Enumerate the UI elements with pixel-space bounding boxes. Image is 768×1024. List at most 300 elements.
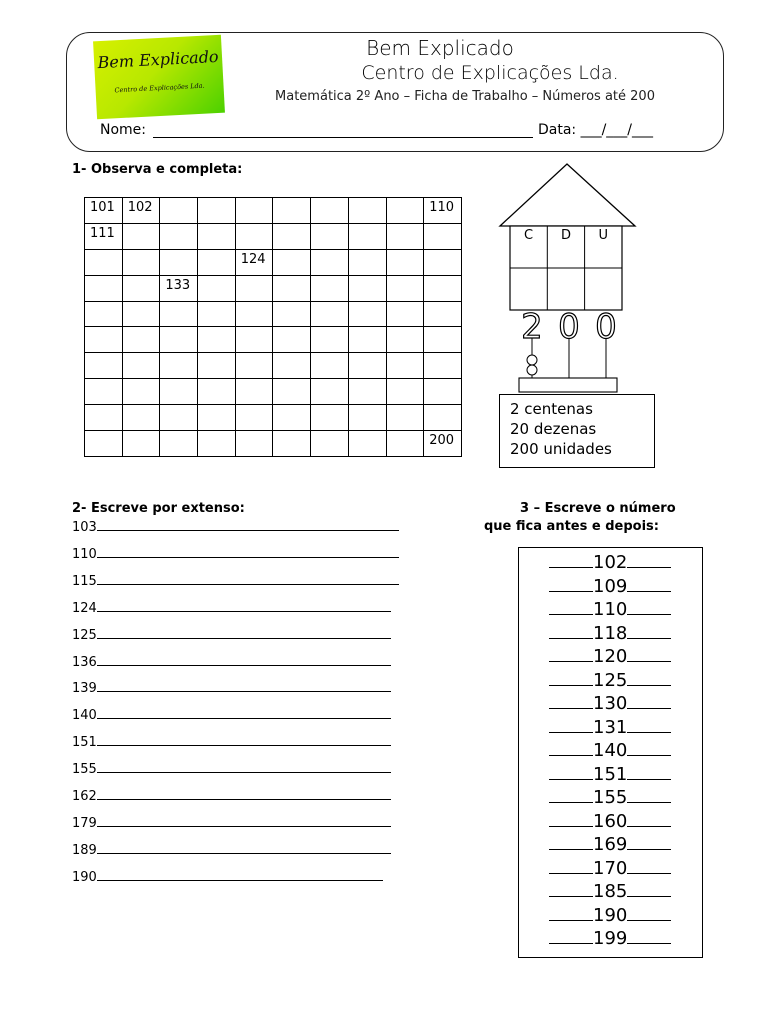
grid-cell[interactable] — [198, 223, 236, 249]
grid-cell[interactable] — [311, 301, 349, 327]
word-row-number: 110 — [72, 546, 97, 562]
grid-cell[interactable] — [348, 223, 386, 249]
grid-cell[interactable] — [198, 405, 236, 431]
grid-cell[interactable] — [348, 353, 386, 379]
grid-cell[interactable] — [386, 353, 424, 379]
grid-row — [85, 327, 462, 353]
grid-cell[interactable] — [235, 275, 273, 301]
before-after-row — [549, 811, 671, 832]
units-line: 20 dezenas — [510, 420, 597, 438]
grid-cell-value: 200 — [429, 433, 455, 449]
grid-cell[interactable] — [348, 275, 386, 301]
grid-cell[interactable] — [198, 379, 236, 405]
grid-cell[interactable] — [160, 223, 198, 249]
after-blank[interactable] — [627, 718, 671, 733]
grid-cell[interactable] — [198, 198, 236, 224]
grid-cell[interactable] — [273, 249, 311, 275]
grid-cell[interactable] — [424, 379, 462, 405]
grid-cell-value — [311, 431, 348, 433]
grid-cell-value — [123, 302, 160, 304]
before-after-number: 199 — [593, 928, 628, 949]
grid-cell[interactable] — [386, 275, 424, 301]
word-row — [72, 572, 399, 590]
grid-cell-value: 133 — [165, 277, 191, 293]
after-blank[interactable] — [627, 929, 671, 944]
grid-cell-value — [236, 431, 273, 433]
grid-cell-value: 102 — [127, 200, 153, 215]
section2-heading: 2- Escreve por extenso: — [72, 501, 245, 516]
grid-cell-value — [85, 379, 122, 381]
word-answer-line[interactable] — [97, 760, 391, 773]
word-row-number: 179 — [72, 815, 97, 831]
grid-cell-value — [387, 198, 424, 200]
date-field[interactable]: Data: ___/___/___ — [538, 122, 654, 138]
grid-cell-value — [198, 250, 235, 252]
word-answer-line[interactable] — [97, 518, 399, 531]
grid-cell-value — [424, 302, 461, 304]
grid-cell[interactable] — [386, 249, 424, 275]
grid-cell[interactable] — [273, 223, 311, 249]
grid-cell[interactable] — [386, 223, 424, 249]
grid-cell — [85, 223, 123, 249]
grid-cell-value — [387, 379, 424, 381]
before-blank[interactable] — [549, 859, 593, 874]
word-answer-line[interactable] — [97, 599, 391, 612]
word-row — [72, 518, 399, 536]
grid-cell-value — [85, 327, 122, 329]
grid-cell[interactable] — [386, 198, 424, 224]
logo-main-text: Bem Explicado — [97, 46, 220, 73]
word-row — [72, 545, 399, 563]
grid-cell-value — [160, 302, 197, 304]
grid-cell[interactable] — [160, 405, 198, 431]
units-box — [499, 394, 655, 468]
grid-cell-value — [160, 379, 197, 381]
word-answer-line[interactable] — [97, 841, 391, 854]
grid-cell-value — [123, 327, 160, 329]
grid-cell-value — [424, 327, 461, 329]
grid-cell-value — [198, 405, 235, 407]
after-blank[interactable] — [627, 882, 671, 897]
grid-cell[interactable] — [273, 301, 311, 327]
after-blank[interactable] — [627, 600, 671, 615]
grid-cell[interactable] — [273, 405, 311, 431]
grid-cell[interactable] — [122, 431, 160, 457]
before-blank[interactable] — [549, 765, 593, 780]
grid-cell-value — [236, 224, 273, 226]
digit-tens: 0 — [558, 307, 580, 347]
grid-cell[interactable] — [311, 405, 349, 431]
grid-cell[interactable] — [424, 405, 462, 431]
grid-row — [85, 379, 462, 405]
grid-cell[interactable] — [386, 301, 424, 327]
grid-cell[interactable] — [348, 379, 386, 405]
grid-cell-value — [349, 250, 386, 252]
grid-cell-value — [311, 302, 348, 304]
grid-cell-value — [424, 250, 461, 252]
grid-cell[interactable] — [122, 275, 160, 301]
grid-cell-value — [387, 250, 424, 252]
before-after-row — [549, 623, 671, 644]
before-blank[interactable] — [549, 929, 593, 944]
grid-cell-value — [387, 327, 424, 329]
page-subtitle: Centro de Explicações Lda. — [361, 62, 619, 84]
before-after-number: 130 — [593, 693, 628, 714]
before-blank[interactable] — [549, 741, 593, 756]
word-row — [72, 599, 391, 617]
grid-cell[interactable] — [235, 353, 273, 379]
grid-cell-value — [236, 276, 273, 278]
grid-cell[interactable] — [85, 327, 123, 353]
grid-cell[interactable] — [160, 249, 198, 275]
word-row — [72, 706, 391, 724]
grid-cell-value — [236, 302, 273, 304]
grid-cell-value — [236, 327, 273, 329]
after-blank[interactable] — [627, 835, 671, 850]
word-answer-line[interactable] — [97, 653, 391, 666]
number-grid — [84, 197, 462, 457]
after-blank[interactable] — [627, 694, 671, 709]
name-label: Nome: — [100, 122, 147, 138]
grid-cell-value — [424, 224, 461, 226]
grid-cell[interactable] — [348, 327, 386, 353]
before-after-number: 120 — [593, 646, 628, 667]
grid-row — [85, 405, 462, 431]
digit-hundreds: 2 — [521, 307, 543, 347]
grid-cell[interactable] — [348, 249, 386, 275]
grid-cell-value — [387, 276, 424, 278]
grid-cell[interactable] — [311, 431, 349, 457]
grid-cell[interactable] — [235, 198, 273, 224]
grid-cell[interactable] — [235, 379, 273, 405]
grid-cell-value — [349, 276, 386, 278]
word-row-number: 139 — [72, 681, 97, 697]
grid-cell-value — [387, 405, 424, 407]
digit-units: 0 — [595, 307, 617, 347]
grid-cell-value — [311, 276, 348, 278]
grid-row — [85, 249, 462, 275]
page-title: Bem Explicado — [366, 36, 514, 60]
grid-cell[interactable] — [348, 431, 386, 457]
word-row-number: 155 — [72, 762, 97, 778]
grid-row — [85, 223, 462, 249]
grid-cell[interactable] — [160, 301, 198, 327]
word-answer-line[interactable] — [97, 868, 383, 881]
word-answer-line[interactable] — [97, 545, 399, 558]
grid-cell[interactable] — [235, 327, 273, 353]
grid-cell[interactable] — [122, 301, 160, 327]
before-blank[interactable] — [549, 577, 593, 592]
before-after-row — [549, 646, 671, 667]
after-blank[interactable] — [627, 859, 671, 874]
grid-cell[interactable] — [85, 353, 123, 379]
word-answer-line[interactable] — [97, 572, 399, 585]
grid-cell-value — [273, 353, 310, 355]
grid-cell[interactable] — [348, 405, 386, 431]
grid-cell[interactable] — [424, 275, 462, 301]
grid-cell-value — [160, 353, 197, 355]
grid-cell-value — [236, 379, 273, 381]
grid-cell[interactable] — [311, 249, 349, 275]
grid-cell[interactable] — [122, 327, 160, 353]
before-after-row — [549, 764, 671, 785]
grid-cell[interactable] — [386, 405, 424, 431]
grid-cell[interactable] — [85, 405, 123, 431]
word-answer-line[interactable] — [97, 706, 391, 719]
before-blank[interactable] — [549, 671, 593, 686]
grid-cell-value — [198, 327, 235, 329]
grid-cell-value — [198, 353, 235, 355]
before-after-box — [518, 547, 703, 958]
grid-cell-value — [198, 431, 235, 433]
grid-cell-value — [273, 250, 310, 252]
grid-cell-value — [160, 431, 197, 433]
before-after-number: 185 — [593, 881, 628, 902]
section3-heading-line2: que fica antes e depois: — [484, 519, 659, 534]
grid-cell-value: 110 — [429, 200, 455, 215]
grid-cell-value — [160, 224, 197, 226]
after-blank[interactable] — [627, 671, 671, 686]
word-answer-line[interactable] — [97, 814, 391, 827]
name-field[interactable] — [153, 137, 533, 138]
before-after-row — [549, 834, 671, 855]
word-row-number: 136 — [72, 654, 97, 670]
grid-cell-value — [236, 353, 273, 355]
word-row-number: 189 — [72, 842, 97, 858]
grid-cell-value — [349, 224, 386, 226]
grid-cell[interactable] — [122, 249, 160, 275]
before-after-number: 140 — [593, 740, 628, 761]
grid-cell[interactable] — [386, 327, 424, 353]
before-after-number: 151 — [593, 763, 628, 785]
grid-cell-value — [123, 224, 160, 226]
units-line: 2 centenas — [510, 400, 593, 418]
word-answer-line[interactable] — [97, 733, 391, 746]
grid-cell-value — [349, 405, 386, 407]
grid-cell-value — [387, 302, 424, 304]
grid-cell[interactable] — [85, 275, 123, 301]
grid-cell-value — [123, 379, 160, 381]
word-row — [72, 841, 391, 859]
before-blank[interactable] — [549, 788, 593, 803]
before-blank[interactable] — [549, 882, 593, 897]
grid-cell[interactable] — [85, 431, 123, 457]
before-after-number: 110 — [593, 599, 628, 620]
grid-cell-value — [311, 224, 348, 226]
grid-cell-value — [85, 431, 122, 433]
grid-cell[interactable] — [348, 198, 386, 224]
word-row — [72, 760, 391, 778]
grid-cell-value — [311, 250, 348, 252]
after-blank[interactable] — [627, 577, 671, 592]
before-after-row — [549, 928, 671, 949]
grid-cell[interactable] — [311, 198, 349, 224]
grid-row — [85, 275, 462, 301]
grid-cell-value — [123, 353, 160, 355]
grid-cell[interactable] — [122, 405, 160, 431]
before-after-row — [549, 717, 671, 738]
logo — [93, 35, 225, 120]
grid-cell[interactable] — [273, 275, 311, 301]
grid-cell[interactable] — [273, 379, 311, 405]
before-blank[interactable] — [549, 647, 593, 662]
grid-cell[interactable] — [198, 301, 236, 327]
grid-cell[interactable] — [235, 431, 273, 457]
grid-cell[interactable] — [85, 379, 123, 405]
grid-cell[interactable] — [198, 249, 236, 275]
before-after-row — [549, 881, 671, 902]
before-after-number: 118 — [593, 622, 628, 644]
after-blank[interactable] — [627, 788, 671, 803]
grid-cell-value — [273, 224, 310, 226]
before-after-row — [549, 670, 671, 691]
word-row — [72, 787, 391, 805]
grid-cell[interactable] — [122, 379, 160, 405]
grid-cell[interactable] — [273, 431, 311, 457]
grid-cell-value — [273, 431, 310, 433]
grid-cell[interactable] — [160, 379, 198, 405]
grid-cell[interactable] — [273, 327, 311, 353]
grid-cell-value — [349, 379, 386, 381]
grid-cell[interactable] — [311, 327, 349, 353]
grid-cell[interactable] — [160, 353, 198, 379]
word-row — [72, 626, 391, 644]
before-blank[interactable] — [549, 835, 593, 850]
grid-cell[interactable] — [85, 301, 123, 327]
grid-cell[interactable] — [273, 198, 311, 224]
grid-cell[interactable] — [198, 353, 236, 379]
grid-cell-value: 124 — [240, 251, 266, 267]
section3-heading-line1: 3 – Escreve o número — [520, 501, 676, 516]
word-answer-line[interactable] — [97, 787, 391, 800]
grid-cell[interactable] — [122, 353, 160, 379]
grid-cell-value — [160, 327, 197, 329]
before-after-number: 160 — [593, 810, 628, 832]
grid-cell — [235, 249, 273, 275]
before-blank[interactable] — [549, 553, 593, 568]
grid-cell-value — [198, 379, 235, 381]
word-row — [72, 679, 391, 697]
grid-cell-value — [273, 302, 310, 304]
grid-cell-value — [311, 327, 348, 329]
word-row — [72, 733, 391, 751]
after-blank[interactable] — [627, 624, 671, 639]
after-blank[interactable] — [627, 906, 671, 921]
grid-cell-value — [236, 405, 273, 407]
grid-cell[interactable] — [235, 223, 273, 249]
grid-cell[interactable] — [235, 405, 273, 431]
grid-cell-value — [273, 379, 310, 381]
grid-cell[interactable] — [160, 431, 198, 457]
grid-cell-value — [85, 405, 122, 407]
grid-cell[interactable] — [386, 431, 424, 457]
before-blank[interactable] — [549, 694, 593, 709]
before-after-row — [549, 576, 671, 597]
grid-cell[interactable] — [386, 379, 424, 405]
before-blank[interactable] — [549, 600, 593, 615]
grid-cell[interactable] — [311, 353, 349, 379]
grid-cell-value: 111 — [90, 225, 115, 241]
grid-cell[interactable] — [424, 353, 462, 379]
after-blank[interactable] — [627, 553, 671, 568]
grid-cell-value — [424, 379, 461, 381]
grid-cell-value — [123, 250, 160, 252]
before-blank[interactable] — [549, 718, 593, 733]
before-after-number: 170 — [593, 857, 628, 879]
column-label-u: U — [598, 228, 609, 243]
grid-cell[interactable] — [424, 327, 462, 353]
grid-cell-value: 101 — [90, 200, 115, 215]
word-answer-line[interactable] — [97, 626, 391, 639]
grid-cell[interactable] — [122, 223, 160, 249]
grid-cell[interactable] — [160, 327, 198, 353]
grid-cell-value — [273, 198, 310, 200]
before-after-row — [549, 552, 671, 573]
grid-cell-value — [311, 198, 348, 200]
grid-cell[interactable] — [424, 249, 462, 275]
after-blank[interactable] — [627, 812, 671, 827]
before-after-row — [549, 905, 671, 926]
after-blank[interactable] — [627, 765, 671, 780]
before-blank[interactable] — [549, 624, 593, 639]
grid-cell[interactable] — [160, 198, 198, 224]
after-blank[interactable] — [627, 741, 671, 756]
grid-cell[interactable] — [348, 301, 386, 327]
grid-cell-value — [123, 276, 160, 278]
grid-cell-value — [160, 198, 197, 200]
word-row-number: 103 — [72, 520, 97, 535]
grid-row — [85, 301, 462, 327]
grid-cell-value — [311, 379, 348, 381]
grid-cell-value — [311, 353, 348, 355]
grid-cell[interactable] — [198, 275, 236, 301]
grid-cell-value — [160, 405, 197, 407]
before-after-number: 155 — [593, 787, 628, 808]
before-after-row — [549, 740, 671, 761]
before-after-number: 109 — [593, 575, 628, 597]
grid-cell[interactable] — [424, 301, 462, 327]
grid-row — [85, 431, 462, 457]
grid-cell — [122, 198, 160, 224]
word-row-number: 125 — [72, 627, 97, 643]
grid-cell[interactable] — [424, 223, 462, 249]
before-after-number: 169 — [593, 834, 628, 855]
grid-cell — [424, 198, 462, 224]
before-blank[interactable] — [549, 906, 593, 921]
word-row-number: 140 — [72, 708, 97, 724]
word-row — [72, 653, 391, 671]
grid-cell[interactable] — [198, 327, 236, 353]
grid-cell[interactable] — [311, 379, 349, 405]
word-row — [72, 814, 391, 832]
grid-cell-value — [387, 431, 424, 433]
house-roof — [500, 164, 635, 226]
grid-cell-value — [349, 327, 386, 329]
before-after-row — [549, 599, 671, 620]
section1-heading: 1- Observa e completa: — [72, 162, 243, 177]
grid-cell[interactable] — [198, 431, 236, 457]
grid-cell[interactable] — [85, 249, 123, 275]
before-blank[interactable] — [549, 812, 593, 827]
grid-cell[interactable] — [273, 353, 311, 379]
after-blank[interactable] — [627, 647, 671, 662]
grid-cell-value — [198, 198, 235, 200]
word-answer-line[interactable] — [97, 679, 391, 692]
grid-cell[interactable] — [311, 275, 349, 301]
grid-cell[interactable] — [311, 223, 349, 249]
grid-cell-value — [85, 276, 122, 278]
grid-cell[interactable] — [235, 301, 273, 327]
